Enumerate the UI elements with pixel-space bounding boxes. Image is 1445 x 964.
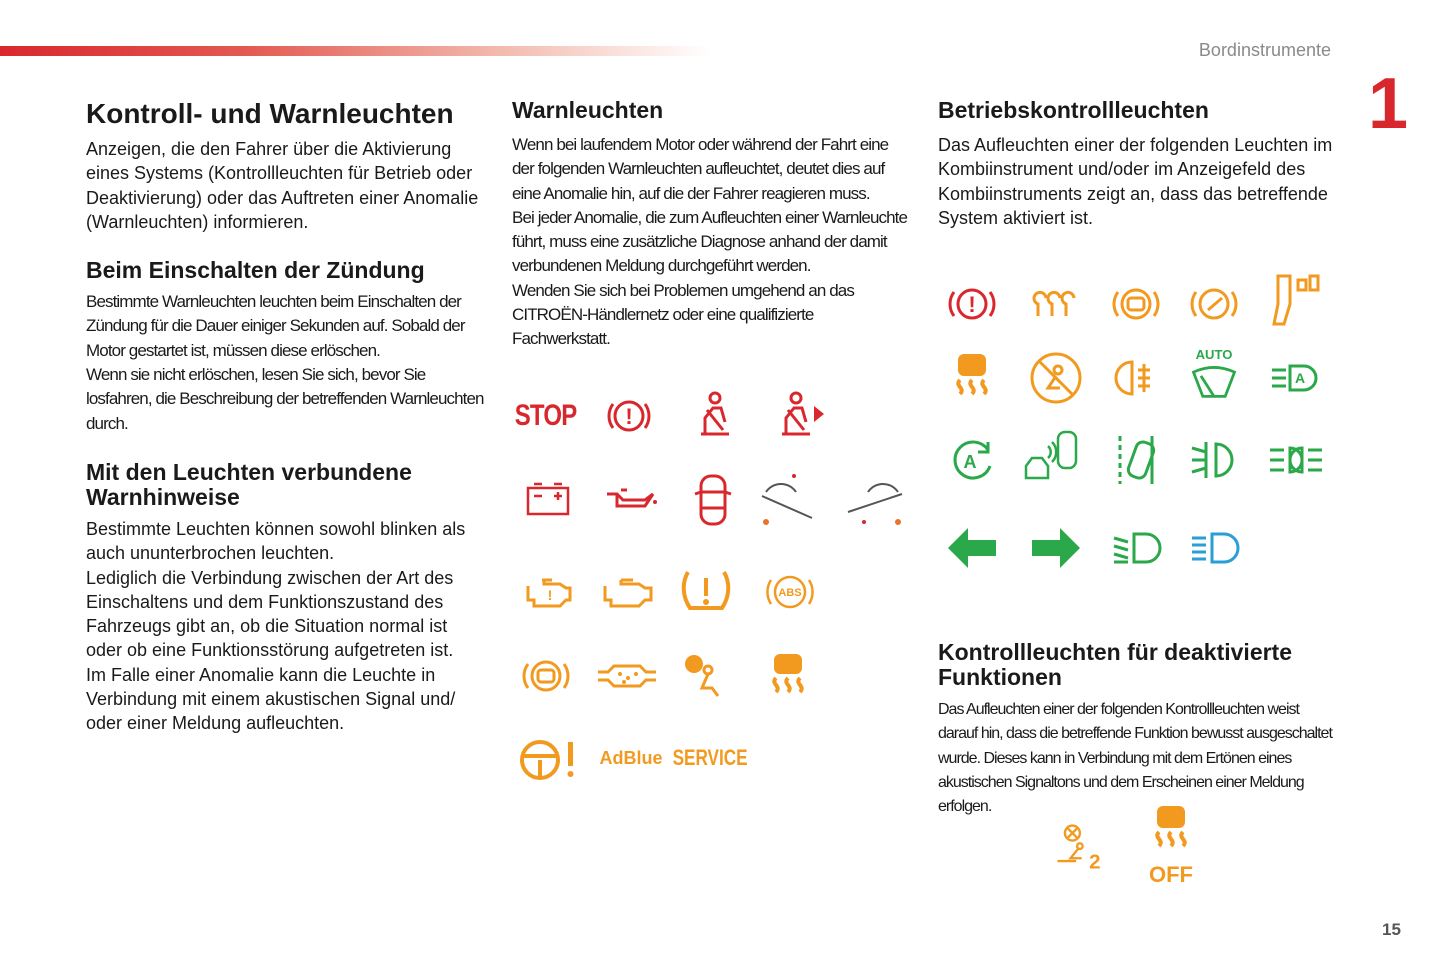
park-assist-icon [1020,428,1084,484]
intro-text: Anzeigen, die den Fahrer über die Aktivierung eines Systems (Kontrollleuchten für Betrieb oder Deaktivierung) oder das Auftreten einer Anomalie (Warnleuchten) informieren. [86,139,479,232]
coolant-gauge-icon [756,472,826,528]
heading-related: Mit den Leuchten verbundene Warnhinweise [86,458,412,510]
seatbelt-icon [685,388,741,444]
warnings-text-1: Wenn bei laufendem Motor oder während der Fahrt eine der folgenden Warnleuchten aufleuchtet, deutet dies auf eine Anomalie hin, auf die der Fahrer reagieren muss. [512,135,889,203]
engine-warning-icon [520,564,576,620]
related-text-1: Bestimmte Leuchten können sowohl blinken als auch ununterbrochen leuchten. [86,518,466,564]
header-stripe [0,46,710,56]
parking-brake-icon [944,276,1000,332]
column-operation [938,98,1338,230]
svg-text:!: ! [625,404,633,429]
brake-warning-icon [601,388,657,444]
adblue-icon: AdBlue [599,747,663,768]
stop-start-icon [944,432,1000,488]
airbag-off-icon [1028,350,1084,406]
foot-on-brake-icon [1268,270,1324,326]
esp-icon [760,648,816,704]
svg-text:OFF: OFF [1149,862,1193,887]
seatbelt-passenger-icon [770,388,826,444]
svg-text:A: A [963,452,977,472]
brake-system-icon [518,648,574,704]
service-icon: SERVICE [672,745,748,770]
tyre-pressure-icon [678,564,734,620]
particle-filter-icon [596,648,658,704]
fuel-gauge-icon [838,472,908,528]
related-text-3: Im Falle einer Anomalie kann die Leuchte in Verbindung mit einem akustischen Signal und/ oder einer Meldung aufleuchten. [86,664,456,734]
page-title: Kontroll- und Warnleuchten [86,98,454,129]
column-intro [86,98,486,736]
svg-text:AUTO: AUTO [1195,347,1233,363]
column-deactivated [938,640,1338,819]
oil-pressure-icon [601,472,657,528]
deactivated-text: Das Aufleuchten einer der folgenden Kontrollleuchten weist darauf hin, dass die betreffende Funktion bewusst ausgeschaltet wurde. Dieses kann in Verbindung mit dem Ertönen eines akustischen Signaltons und dem Erscheinen einer Meldung erfolgen. [938,701,1332,816]
preheating-icon [1028,276,1084,332]
abs-icon [762,564,818,620]
sidelights-icon [1268,432,1324,488]
auto-hold-icon [1108,276,1164,332]
warnings-text-2: Bei jeder Anomalie, die zum Aufleuchten einer Warnleuchte führt, muss eine zusätzliche Diagnose anhand der damit verbundenen Meldung durchgeführt werden. [512,207,908,276]
brake-pedal-icon [1186,276,1242,332]
warnings-text-3: Wenden Sie sich bei Problemen umgehend an das CITROËN-Händlernetz oder eine qualifizierte Fachwerkstatt. [512,280,854,349]
door-open-icon [685,472,741,528]
esp-off-icon [1142,802,1200,888]
svg-text:A: A [1294,370,1306,386]
dipped-beam-icon [1108,520,1164,576]
ignition-text-2: Wenn sie nicht erlöschen, lesen Sie sich, bevor Sie losfahren, die Beschreibung der betreffenden Warnleuchten durch. [86,365,484,433]
column-warnings [512,98,912,352]
related-text-2: Lediglich die Verbindung zwischen der Art des Einschaltens und dem Funktionszustand des Fahrzeugs gibt an, ob die Situation normal ist oder ob eine Funktionsstörung aufgetreten ist. [86,567,454,661]
page-number: 15 [1382,920,1401,939]
main-beam-icon [1186,520,1242,576]
heading-ignition: Beim Einschalten der Zündung [86,257,425,284]
chapter-number: 1 [1368,64,1409,144]
stop-icon: STOP [515,399,577,432]
airbag-icon [678,648,734,704]
ignition-text-1: Bestimmte Warnleuchten leuchten beim Einschalten der Zündung für die Dauer einiger Sekunden auf. Sobald der Motor gestartet ist, müssen diese erlöschen. [86,292,465,360]
rear-fog-icon [1108,350,1164,406]
battery-icon [520,472,576,528]
right-indicator-icon [1028,520,1084,576]
left-indicator-icon [944,520,1000,576]
warnings-title: Warnleuchten [512,97,664,123]
steering-warning-icon [516,730,578,786]
svg-text:!: ! [547,587,553,603]
auto-headlamp-icon [1268,350,1324,406]
engine-fault-icon [601,564,657,620]
svg-text:!: ! [968,292,976,317]
airbag-deactivated-icon [1050,818,1106,878]
operation-text: Das Aufleuchten einer der folgenden Leuchten im Kombiinstrument und/oder im Anzeigefeld des Kombiinstruments zeigt an, dass das betreffende System aktiviert ist. [938,135,1333,228]
operation-title: Betriebskontrollleuchten [938,97,1209,123]
lane-assist-icon [1108,432,1164,488]
svg-text:2: 2 [1089,850,1101,874]
svg-text:ABS: ABS [778,587,802,599]
section-title: Bordinstrumente [1198,40,1331,60]
deactivated-title: Kontrollleuchten für deaktivierte Funktionen [938,639,1293,690]
esp-active-icon [944,350,1000,406]
auto-wiper-icon [1186,346,1242,402]
front-fog-icon [1186,432,1242,488]
